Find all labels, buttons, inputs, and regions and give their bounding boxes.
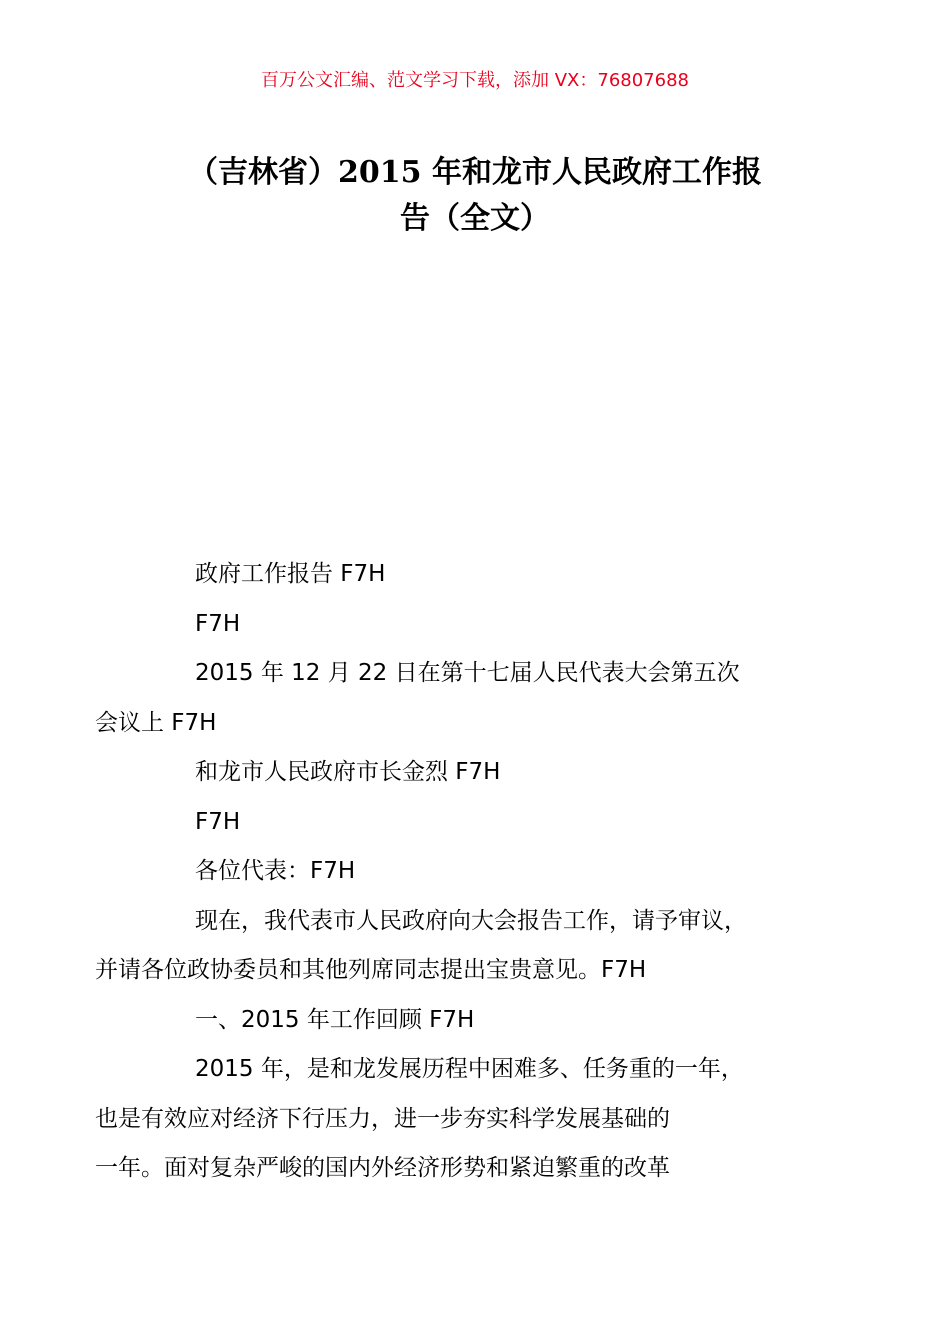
- paragraph-line: 一年。面对复杂严峻的国内外经济形势和紧迫繁重的改革: [95, 1155, 670, 1181]
- paragraph: [145, 550, 825, 600]
- paragraph: [145, 798, 825, 848]
- paragraph: [145, 847, 825, 897]
- paragraph-line: 现在，我代表市人民政府向大会报告工作，请予审议，: [195, 907, 747, 934]
- title-line-2: 告（全文）: [400, 201, 550, 236]
- paragraph-line: F7H: [195, 808, 241, 835]
- paragraph: [95, 1045, 825, 1194]
- paragraph-line: 2015 年，是和龙发展历程中困难多、任务重的一年，: [195, 1056, 744, 1082]
- paragraph-line: 并请各位政协委员和其他列席同志提出宝贵意见。F7H: [95, 957, 647, 983]
- paragraph-line: F7H: [195, 610, 241, 637]
- paragraph: [145, 996, 825, 1046]
- promo-banner: [0, 68, 950, 94]
- paragraph-line: 和龙市人民政府市长金烈 F7H: [195, 759, 501, 785]
- paragraph-line: 2015 年 12 月 22 日在第十七届人民代表大会第五次: [195, 660, 740, 686]
- paragraph: [145, 600, 825, 650]
- paragraph: [145, 748, 825, 798]
- paragraph: [95, 649, 825, 748]
- title-line-1: （吉林省）2015 年和龙市人民政府工作报: [188, 155, 762, 190]
- paragraph: [95, 897, 825, 996]
- paragraph-line: 各位代表：F7H: [195, 858, 356, 884]
- paragraph-line: 一、2015 年工作回顾 F7H: [195, 1006, 475, 1033]
- document-title: [140, 150, 810, 242]
- paragraph-line: 政府工作报告 F7H: [195, 561, 386, 587]
- paragraph-line: 会议上 F7H: [95, 709, 217, 736]
- document-body: [95, 550, 825, 1194]
- paragraph-line: 也是有效应对经济下行压力，进一步夯实科学发展基础的: [95, 1105, 670, 1132]
- promo-banner-text: 百万公文汇编、范文学习下载，添加 VX：76807688: [261, 70, 689, 91]
